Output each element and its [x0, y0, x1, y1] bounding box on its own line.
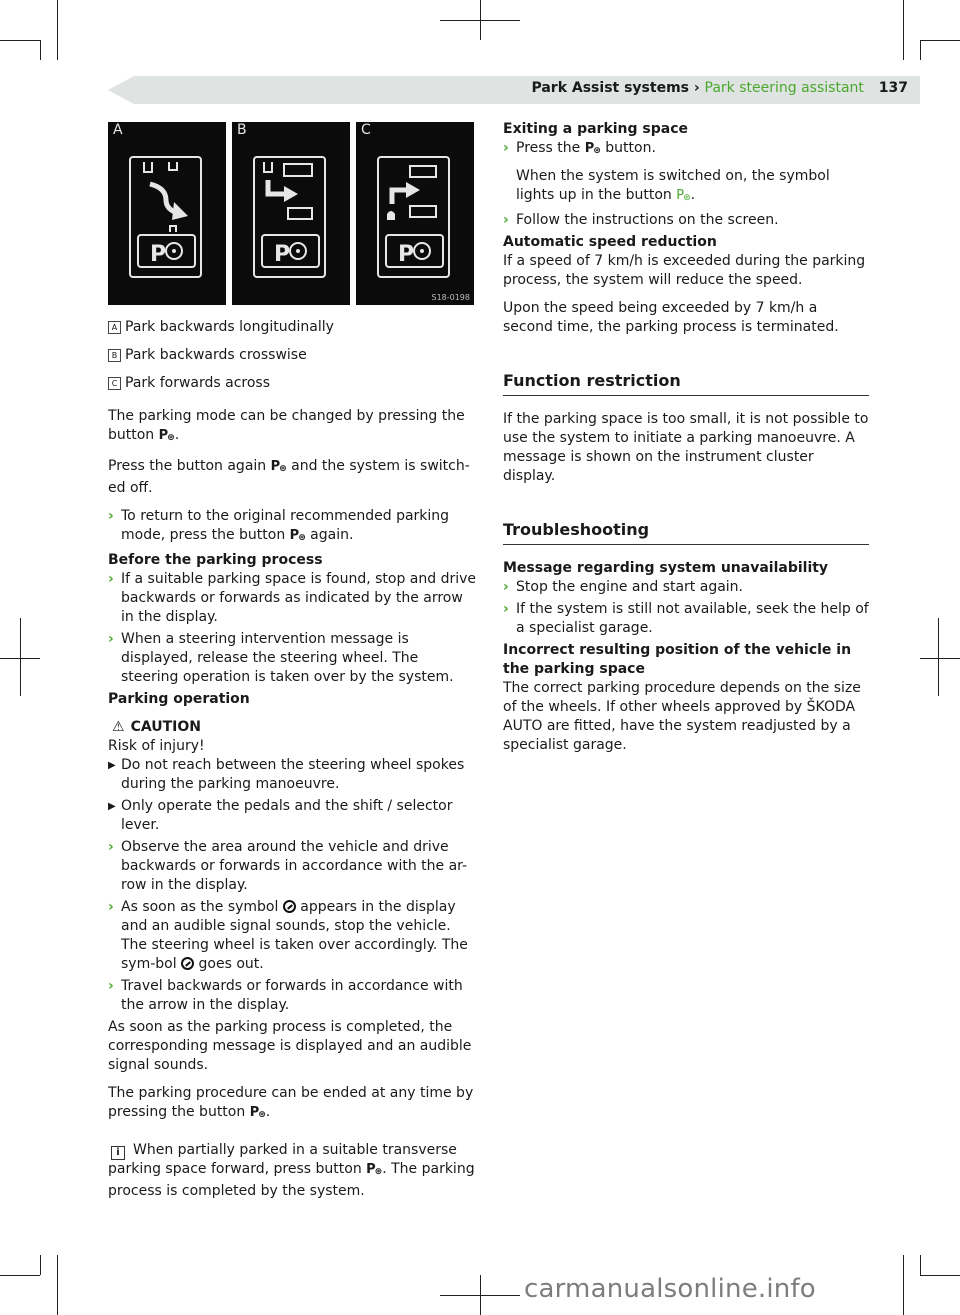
paragraph-mode-change: [108, 407, 478, 448]
panel-label-a: A: [113, 122, 123, 138]
page-number: 137: [878, 80, 908, 96]
crop-mark: [440, 20, 520, 21]
caution-label: CAUTION: [130, 719, 201, 735]
text: Press the button again: [108, 458, 271, 474]
paragraph-end-anytime: [108, 1084, 478, 1125]
text: . The parking process is completed by the system.: [108, 1161, 475, 1199]
caution-item: [108, 797, 478, 835]
paragraph-function-restriction: If the parking space is too small, it is not possible to use the system to initiate a parking manoeuvre. A message is shown on the instrument cluster display.: [503, 411, 869, 484]
crop-mark: [57, 1255, 58, 1315]
park-button-lit-icon: [676, 186, 690, 208]
paragraph-completed: As soon as the parking process is completed, the corresponding message is displayed and an audible signal sounds.: [108, 1019, 472, 1073]
bullet-chevron-icon: ›: [108, 978, 114, 994]
text: When the system is switched on, the symbol lights up in the button: [516, 168, 830, 203]
p-glyph: P: [249, 1105, 260, 1120]
info-note: [108, 1141, 478, 1201]
section-title-function-restriction: Function restriction: [503, 371, 869, 396]
display-illustration-b: [232, 122, 350, 305]
text: .: [174, 427, 180, 443]
list-item: [503, 139, 869, 161]
triangle-bullet-icon: ▶: [108, 760, 116, 771]
text: The parking procedure can be ended at any time by pressing the button: [108, 1085, 474, 1120]
park-button-icon: [290, 526, 306, 548]
crop-mark: [20, 618, 21, 696]
paragraph-speed-2: Upon the speed being exceeded by 7 km/h a second time, the parking process is terminated.: [503, 300, 839, 335]
header-separator: ›: [693, 80, 700, 96]
svg-text:P: P: [398, 242, 415, 267]
list-item: [108, 838, 478, 895]
crop-mark: [0, 658, 40, 659]
exit-sub-paragraph: [503, 167, 869, 208]
text: If the system is still not available, seek the help of a specialist garage.: [516, 601, 869, 636]
subheading-incorrect-position: Incorrect resulting position of the vehicle in the parking space: [503, 642, 852, 677]
park-button-icon: [159, 426, 175, 448]
list-item: [503, 600, 869, 638]
subheading-unavailability: Message regarding system unavailability: [503, 560, 829, 576]
bullet-chevron-icon: ›: [503, 579, 509, 595]
panel-label-c: C: [361, 122, 371, 138]
caption-text: Park backwards crosswise: [125, 347, 307, 363]
list-item: [108, 977, 478, 1015]
park-mode-figure: [108, 122, 474, 305]
crop-mark: [0, 1275, 40, 1276]
bullet-chevron-icon: ›: [108, 508, 114, 524]
watermark: carmanualsonline.info: [524, 1274, 816, 1304]
list-item: [108, 570, 478, 627]
display-illustration-c: [356, 122, 474, 305]
p-glyph: P: [270, 459, 281, 474]
crop-mark: [40, 1255, 41, 1275]
wheel-glyph: ⊛: [258, 1110, 266, 1120]
text: Only operate the pedals and the shift / selector lever.: [121, 798, 453, 833]
wheel-glyph: ⊛: [298, 533, 306, 543]
bullet-chevron-icon: ›: [503, 212, 509, 228]
text: To return to the original recommended parking mode, press the button: [121, 508, 450, 543]
caution-heading: [112, 718, 478, 737]
text: button.: [600, 140, 656, 156]
text: appears in the display and an audible signal sounds, stop the vehicle. The steering wheel is taken over accordingly. The sym-bol: [121, 899, 468, 972]
park-button-icon: [585, 139, 601, 161]
text: Travel backwards or forwards in accordance with the arrow in the display.: [121, 978, 463, 1013]
running-header: [531, 80, 908, 96]
subheading-parking-operation: Parking operation: [108, 691, 250, 707]
wheel-glyph: ⊛: [279, 464, 287, 474]
crop-mark: [57, 0, 58, 60]
caption-marker-b: B: [108, 349, 121, 362]
caption-b: [108, 346, 478, 365]
header-section[interactable]: Park Assist systems: [531, 80, 689, 96]
text: .: [265, 1104, 271, 1120]
crop-mark: [903, 1255, 904, 1315]
caution-item: [108, 756, 478, 794]
caption-c: [108, 374, 478, 393]
left-column: [108, 318, 478, 1201]
park-button-icon: [250, 1103, 266, 1125]
triangle-bullet-icon: ▶: [108, 801, 116, 812]
crop-mark: [40, 40, 41, 60]
p-glyph: P: [366, 1162, 376, 1177]
display-illustration-a: [108, 122, 226, 305]
list-item: [108, 898, 478, 974]
bullet-chevron-icon: ›: [503, 140, 509, 156]
park-button-icon: [271, 457, 287, 479]
paragraph-switch-off: [108, 457, 478, 498]
right-column: [503, 120, 869, 755]
text: If a suitable parking space is found, stop and drive backwards or forwards as indicated by the arrow in the display.: [121, 571, 477, 625]
wheel-glyph: ⊛: [683, 193, 691, 203]
caption-marker-a: A: [108, 321, 121, 334]
warning-icon: ⚠: [112, 719, 125, 735]
crop-mark: [920, 658, 960, 659]
subheading-speed: Automatic speed reduction: [503, 234, 717, 250]
list-item: [503, 211, 869, 230]
p-glyph: P: [158, 428, 169, 443]
crop-mark: [920, 40, 921, 60]
bullet-chevron-icon: ›: [108, 631, 114, 647]
p-glyph: P: [676, 188, 685, 203]
panel-c: [356, 122, 474, 305]
subheading-exiting: Exiting a parking space: [503, 121, 689, 137]
text: Do not reach between the steering wheel spokes during the parking manoeuvre.: [121, 757, 465, 792]
header-subsection[interactable]: Park steering assistant: [704, 80, 864, 96]
crop-mark: [938, 618, 939, 696]
text: When partially parked in a suitable transverse parking space forward, press button: [108, 1142, 457, 1177]
text: Press the: [516, 140, 585, 156]
crop-mark: [0, 40, 40, 41]
list-item: [108, 630, 478, 687]
bullet-chevron-icon: ›: [108, 571, 114, 587]
caption-marker-c: C: [108, 377, 121, 390]
steering-wheel-icon: [181, 957, 194, 970]
text: again.: [305, 527, 354, 543]
crop-mark: [920, 40, 960, 41]
caution-intro: Risk of injury!: [108, 738, 205, 754]
svg-text:P: P: [150, 242, 167, 267]
bullet-chevron-icon: ›: [503, 601, 509, 617]
paragraph-speed-1: If a speed of 7 km/h is exceeded during the parking process, the system will reduce the speed.: [503, 253, 866, 288]
subheading-before-parking: Before the parking process: [108, 552, 323, 568]
wheel-glyph: ⊛: [374, 1167, 383, 1177]
text: The parking mode can be changed by pressing the button: [108, 408, 465, 443]
caption-text: Park backwards longitudinally: [125, 319, 334, 335]
caption-text: Park forwards across: [125, 375, 271, 391]
text: Stop the engine and start again.: [516, 579, 744, 595]
crop-mark: [920, 1275, 960, 1276]
figure-code: S18-0198: [431, 293, 470, 302]
text: When a steering intervention message is displayed, release the steering wheel. The steering operation is taken over by the system.: [121, 631, 454, 685]
panel-b: [232, 122, 350, 305]
park-button-icon: [366, 1160, 382, 1182]
text: Observe the area around the vehicle and drive backwards or forwards in accordance with the ar-row in the display.: [121, 839, 468, 893]
steering-wheel-icon: [283, 900, 296, 913]
caption-a: [108, 318, 478, 337]
list-item: [108, 507, 478, 548]
p-glyph: P: [289, 528, 300, 543]
list-item: [503, 578, 869, 597]
crop-mark: [903, 0, 904, 60]
p-glyph: P: [584, 141, 595, 156]
text: .: [690, 187, 696, 203]
text: Follow the instructions on the screen.: [516, 212, 779, 228]
panel-label-b: B: [237, 122, 247, 138]
bullet-chevron-icon: ›: [108, 839, 114, 855]
svg-text:P: P: [274, 242, 291, 267]
text: and the system is switch-ed off.: [108, 458, 470, 496]
crop-mark: [440, 1295, 520, 1296]
wheel-glyph: ⊛: [593, 146, 601, 156]
info-icon: i: [111, 1146, 125, 1160]
paragraph-incorrect-position: The correct parking procedure depends on the size of the wheels. If other wheels approved by ŠKODA AUTO are fitted, have the system readjusted by a specialist garage.: [503, 680, 861, 753]
panel-a: [108, 122, 226, 305]
section-title-troubleshooting: Troubleshooting: [503, 520, 869, 545]
bullet-chevron-icon: ›: [108, 899, 114, 915]
crop-mark: [920, 1255, 921, 1275]
text: goes out.: [194, 956, 264, 972]
wheel-glyph: ⊛: [167, 433, 175, 443]
text: As soon as the symbol: [121, 899, 283, 915]
